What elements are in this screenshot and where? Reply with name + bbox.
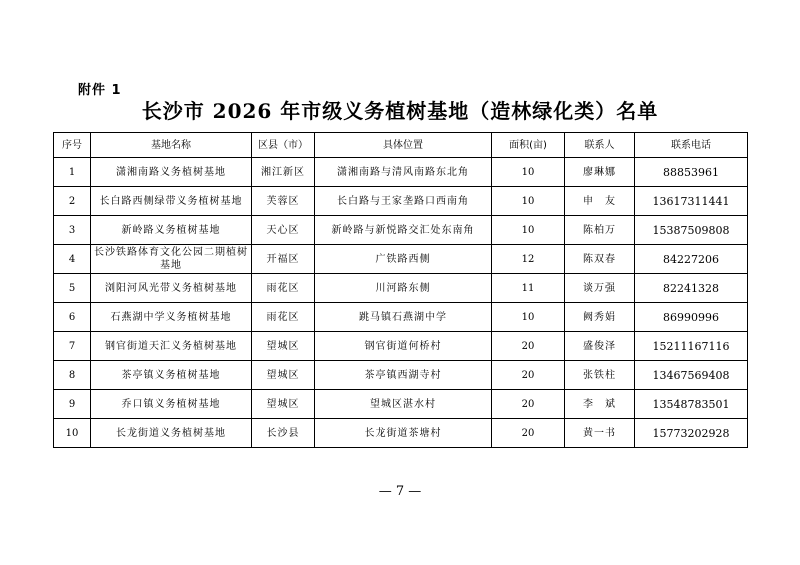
table-body [54,158,748,448]
cell-location: 长白路与王家垄路口西南角 [315,187,492,216]
cell-phone: 84227206 [635,245,748,274]
cell-location: 潇湘南路与清风南路东北角 [315,158,492,187]
table-row [54,245,748,274]
header-base-name: 基地名称 [91,133,252,158]
cell-contact: 陈双春 [565,245,635,274]
table-row [54,158,748,187]
cell-phone: 86990996 [635,303,748,332]
cell-index: 5 [54,274,91,303]
cell-area: 20 [492,361,565,390]
cell-location: 钢官街道何桥村 [315,332,492,361]
cell-index: 3 [54,216,91,245]
cell-area: 10 [492,303,565,332]
table-row [54,216,748,245]
table-row [54,390,748,419]
cell-contact: 阙秀娟 [565,303,635,332]
cell-base-name: 钢官街道天汇义务植树基地 [91,332,252,361]
cell-base-name: 新岭路义务植树基地 [91,216,252,245]
cell-area: 20 [492,390,565,419]
cell-location: 跳马镇石燕湖中学 [315,303,492,332]
cell-contact: 黄一书 [565,419,635,448]
cell-area: 10 [492,216,565,245]
cell-base-name: 长沙铁路体育文化公园二期植树基地 [91,245,252,274]
table-row [54,187,748,216]
cell-district: 望城区 [252,361,315,390]
cell-index: 8 [54,361,91,390]
table-row [54,332,748,361]
cell-base-name: 长龙街道义务植树基地 [91,419,252,448]
table-row [54,303,748,332]
cell-district: 雨花区 [252,274,315,303]
cell-contact: 谈万强 [565,274,635,303]
cell-phone: 15773202928 [635,419,748,448]
cell-area: 11 [492,274,565,303]
header-location: 具体位置 [315,133,492,158]
tree-planting-base-table [53,132,748,448]
cell-district: 湘江新区 [252,158,315,187]
cell-contact: 申 友 [565,187,635,216]
cell-index: 10 [54,419,91,448]
cell-base-name: 长白路西侧绿带义务植树基地 [91,187,252,216]
table-row [54,419,748,448]
cell-phone: 13548783501 [635,390,748,419]
header-contact: 联系人 [565,133,635,158]
cell-phone: 15211167116 [635,332,748,361]
cell-index: 1 [54,158,91,187]
cell-district: 雨花区 [252,303,315,332]
cell-base-name: 浏阳河风光带义务植树基地 [91,274,252,303]
cell-area: 10 [492,187,565,216]
header-phone: 联系电话 [635,133,748,158]
cell-district: 开福区 [252,245,315,274]
cell-location: 长龙街道茶塘村 [315,419,492,448]
cell-district: 望城区 [252,332,315,361]
cell-phone: 13617311441 [635,187,748,216]
cell-phone: 88853961 [635,158,748,187]
header-area: 面积(亩) [492,133,565,158]
cell-contact: 廖琳娜 [565,158,635,187]
cell-base-name: 茶亭镇义务植树基地 [91,361,252,390]
cell-base-name: 石燕湖中学义务植树基地 [91,303,252,332]
cell-contact: 陈柏万 [565,216,635,245]
header-district: 区县（市） [252,133,315,158]
cell-index: 4 [54,245,91,274]
cell-contact: 李 斌 [565,390,635,419]
cell-district: 长沙县 [252,419,315,448]
cell-phone: 15387509808 [635,216,748,245]
cell-index: 6 [54,303,91,332]
cell-phone: 82241328 [635,274,748,303]
cell-location: 广铁路西侧 [315,245,492,274]
table-row [54,274,748,303]
header-index: 序号 [54,133,91,158]
table-row [54,361,748,390]
cell-location: 川河路东侧 [315,274,492,303]
document-title: 长沙市 2026 年市级义务植树基地（造林绿化类）名单 [141,99,659,123]
page-number: — 7 — [378,484,422,499]
cell-contact: 盛俊泽 [565,332,635,361]
cell-area: 12 [492,245,565,274]
cell-district: 望城区 [252,390,315,419]
cell-index: 2 [54,187,91,216]
cell-area: 20 [492,332,565,361]
cell-district: 天心区 [252,216,315,245]
cell-area: 10 [492,158,565,187]
cell-district: 芙蓉区 [252,187,315,216]
cell-location: 新岭路与新悦路交汇处东南角 [315,216,492,245]
table-header-row [54,133,748,158]
cell-index: 9 [54,390,91,419]
cell-base-name: 乔口镇义务植树基地 [91,390,252,419]
cell-area: 20 [492,419,565,448]
cell-location: 茶亭镇西湖寺村 [315,361,492,390]
cell-phone: 13467569408 [635,361,748,390]
cell-index: 7 [54,332,91,361]
cell-location: 望城区湛水村 [315,390,492,419]
cell-base-name: 潇湘南路义务植树基地 [91,158,252,187]
cell-contact: 张铁柱 [565,361,635,390]
attachment-label: 附件 1 [78,83,122,98]
